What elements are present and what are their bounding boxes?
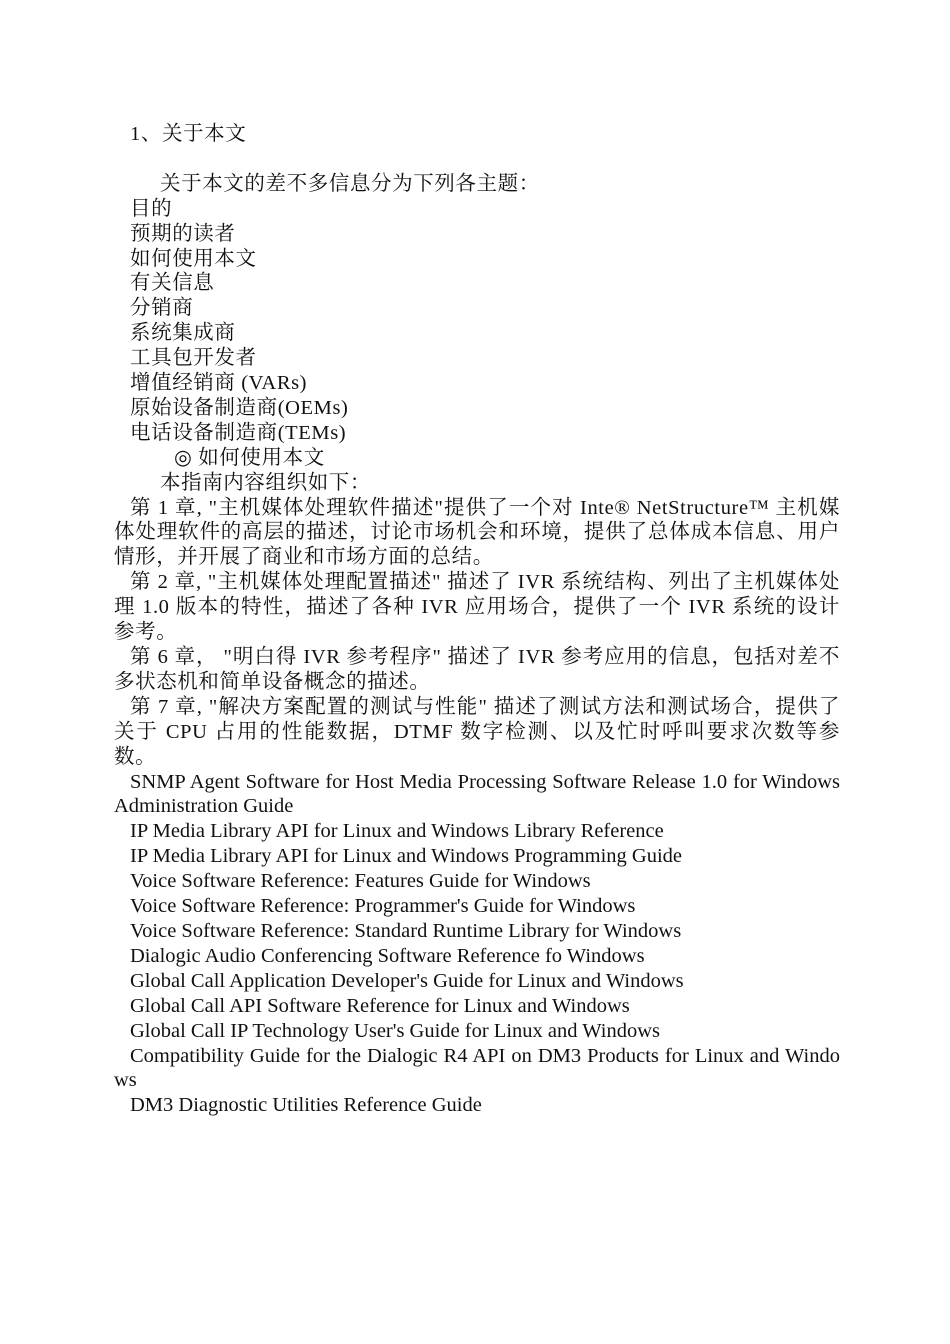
chapter-paragraph: 第 2 章, "主机媒体处理配置描述" 描述了 IVR 系统结构、列出了主机媒体处理 1.0 版本的特性，描述了各种 IVR 应用场合，提供了一个 IVR 系统的设计参考。 [114,571,840,644]
intro-text: 关于本文的差不多信息分为下列各主题： [160,172,540,195]
list-item: 系统集成商 [130,322,236,345]
list-item: IP Media Library API for Linux and Windows Library Reference [130,820,664,843]
list-item: 原始设备制造商(OEMs) [130,396,349,419]
section-heading: 1、关于本文 [130,123,247,145]
chapter-paragraph: 第 6 章， "明白得 IVR 参考程序" 描述了 IVR 参考应用的信息，包括对差不多状态机和简单设备概念的描述。 [114,646,840,693]
list-item: Global Call API Software Reference for Linux and Windows [130,994,630,1017]
list-item: Voice Software Reference: Features Guide for Windows [130,870,591,893]
chapter-paragraph: 第 7 章, "解决方案配置的测试与性能" 描述了测试方法和测试场合，提供了关于 CPU 占用的性能数据，DTMF 数字检测、以及忙时呼叫要求次数等参数。 [114,695,840,768]
list-item: Global Call IP Technology User's Guide for Linux and Windows [130,1019,660,1042]
reference-list [114,770,844,1119]
document-page [114,122,844,1118]
list-item: 目的 [130,197,173,220]
topic-list [114,197,840,446]
list-item: 分销商 [130,297,194,320]
list-item: SNMP Agent Software for Host Media Processing Software Release 1.0 for Windows Administration Guide [114,770,844,818]
list-item: 电话设备制造商(TEMs) [130,421,347,444]
list-item: 如何使用本文 [130,247,257,270]
list-item: Global Call Application Developer's Guide for Linux and Windows [130,969,684,992]
list-item: Voice Software Reference: Standard Runtime Library for Windows [130,919,682,942]
list-item: Compatibility Guide for the Dialogic R4 API on DM3 Products for Linux and Windows [114,1044,840,1092]
chapter-paragraph: 第 1 章, "主机媒体处理软件描述"提供了一个对 Inte® NetStructure™ 主机媒体处理软件的高层的描述，讨论市场机会和环境，提供了总体成本信息、用户情形，并开展了商业和市场方面的总结。 [114,496,840,569]
list-item: Dialogic Audio Conferencing Software Reference fo Windows [130,944,645,967]
list-item: 工具包开发者 [130,347,257,370]
list-item: DM3 Diagnostic Utilities Reference Guide [130,1094,482,1117]
list-item: Voice Software Reference: Programmer's Guide for Windows [130,895,636,918]
spacer [114,147,840,172]
list-item: 预期的读者 [130,222,236,245]
list-item: IP Media Library API for Linux and Windows Programming Guide [130,845,683,868]
subsection-heading: ◎ 如何使用本文 [174,446,325,469]
list-item: 有关信息 [130,272,215,295]
organization-intro: 本指南内容组织如下： [160,471,371,494]
list-item: 增值经销商 (VARs) [130,372,308,395]
chapter-list [114,496,840,770]
